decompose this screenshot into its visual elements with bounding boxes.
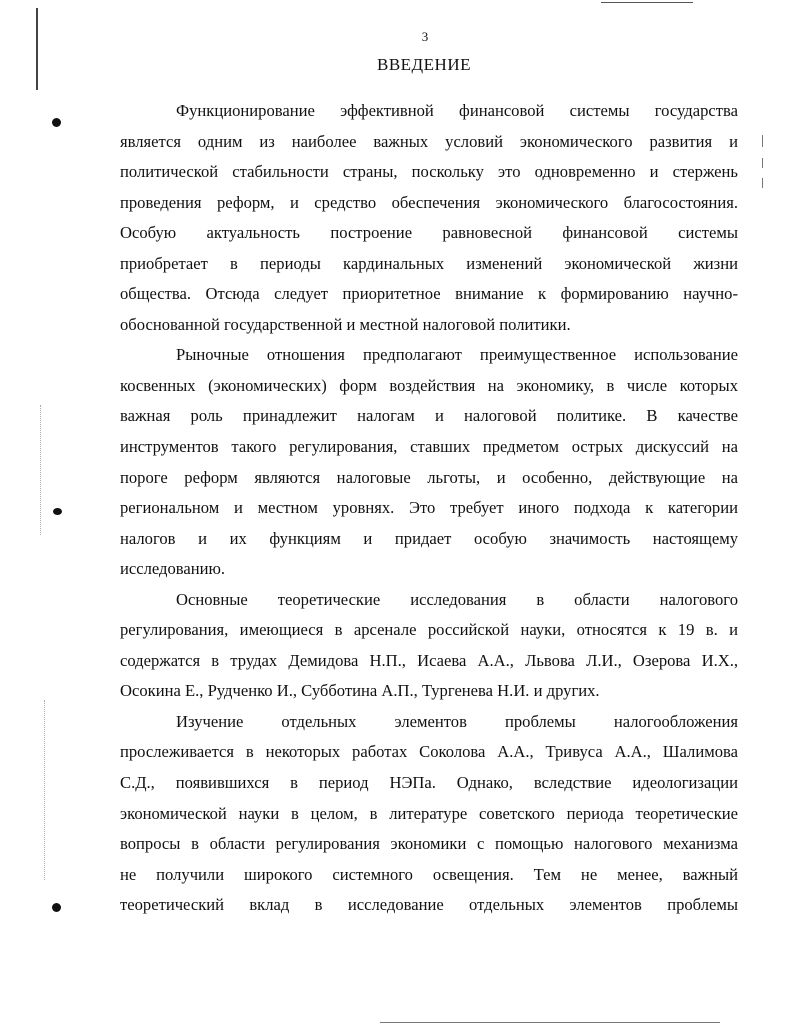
text-line: региональном и местном уровнях. Это требует иного подхода к категории	[120, 498, 738, 518]
text-line: пороге реформ являются налоговые льготы, и особенно, действующие на	[120, 467, 738, 487]
text-line: экономической науки в целом, в литературе советского периода теоретические	[120, 803, 738, 823]
text-line: налогов и их функциям и придает особую значимость настоящему	[120, 528, 738, 548]
section-heading: ВВЕДЕНИЕ	[377, 55, 471, 74]
scan-tick	[762, 178, 763, 188]
text-line: исследованию.	[120, 559, 226, 579]
scan-tick	[762, 158, 763, 168]
text-line: важная роль принадлежит налогам и налоговой политике. В качестве	[120, 406, 738, 426]
text-line: общества. Отсюда следует приоритетное внимание к формированию научно-	[120, 284, 738, 304]
text-line: Основные теоретические исследования в области налогового	[176, 589, 738, 609]
text-line: Изучение отдельных элементов проблемы налогообложения	[176, 711, 738, 731]
scan-tick	[762, 135, 763, 147]
scan-bottom-mark	[380, 1022, 720, 1023]
text-line: прослеживается в некоторых работах Соколова А.А., Тривуса А.А., Шалимова	[120, 742, 738, 762]
text-line: Рыночные отношения предполагают преимущественное использование	[176, 345, 738, 365]
text-line: является одним из наиболее важных условий экономического развития и	[120, 131, 738, 151]
body-text	[120, 96, 738, 921]
paragraph	[120, 707, 738, 921]
text-line: Особую актуальность построение равновесной финансовой системы	[120, 223, 738, 243]
scan-speckle	[40, 405, 51, 535]
binding-hole-mark	[52, 903, 61, 912]
text-line: инструментов такого регулирования, ставших предметом острых дискуссий на	[120, 437, 738, 457]
text-line: обоснованной государственной и местной налоговой политики.	[120, 314, 571, 334]
scan-top-mark	[601, 2, 693, 3]
page-number: 3	[421, 29, 429, 44]
text-line: содержатся в трудах Демидова Н.П., Исаева А.А., Львова Л.И., Озерова И.Х.,	[120, 650, 738, 670]
paragraph	[120, 340, 738, 584]
text-line: вопросы в области регулирования экономики с помощью налогового механизма	[120, 834, 738, 854]
text-line: приобретает в периоды кардинальных изменений экономической жизни	[120, 253, 738, 273]
binding-hole-mark	[52, 118, 61, 127]
text-line: регулирования, имеющиеся в арсенале российской науки, относятся к 19 в. и	[120, 620, 738, 640]
text-line: Осокина Е., Рудченко И., Субботина А.П., Тургенева Н.И. и других.	[120, 681, 600, 701]
text-line: теоретический вклад в исследование отдельных элементов проблемы	[120, 895, 738, 915]
scan-speckle	[44, 700, 55, 880]
paragraph	[120, 585, 738, 707]
text-line: не получили широкого системного освещения. Тем не менее, важный	[120, 864, 738, 884]
text-line: С.Д., появившихся в период НЭПа. Однако, вследствие идеологизации	[120, 773, 738, 793]
text-line: Функционирование эффективной финансовой системы государства	[176, 101, 738, 120]
paragraph	[120, 96, 738, 340]
binding-hole-mark	[53, 508, 62, 515]
scan-edge-line	[36, 8, 38, 90]
text-line: косвенных (экономических) форм воздействия на экономику, в числе которых	[120, 375, 738, 395]
text-line: проведения реформ, и средство обеспечения экономического благосостояния.	[120, 192, 738, 212]
text-line: политической стабильности страны, поскольку это одновременно и стержень	[120, 162, 738, 182]
